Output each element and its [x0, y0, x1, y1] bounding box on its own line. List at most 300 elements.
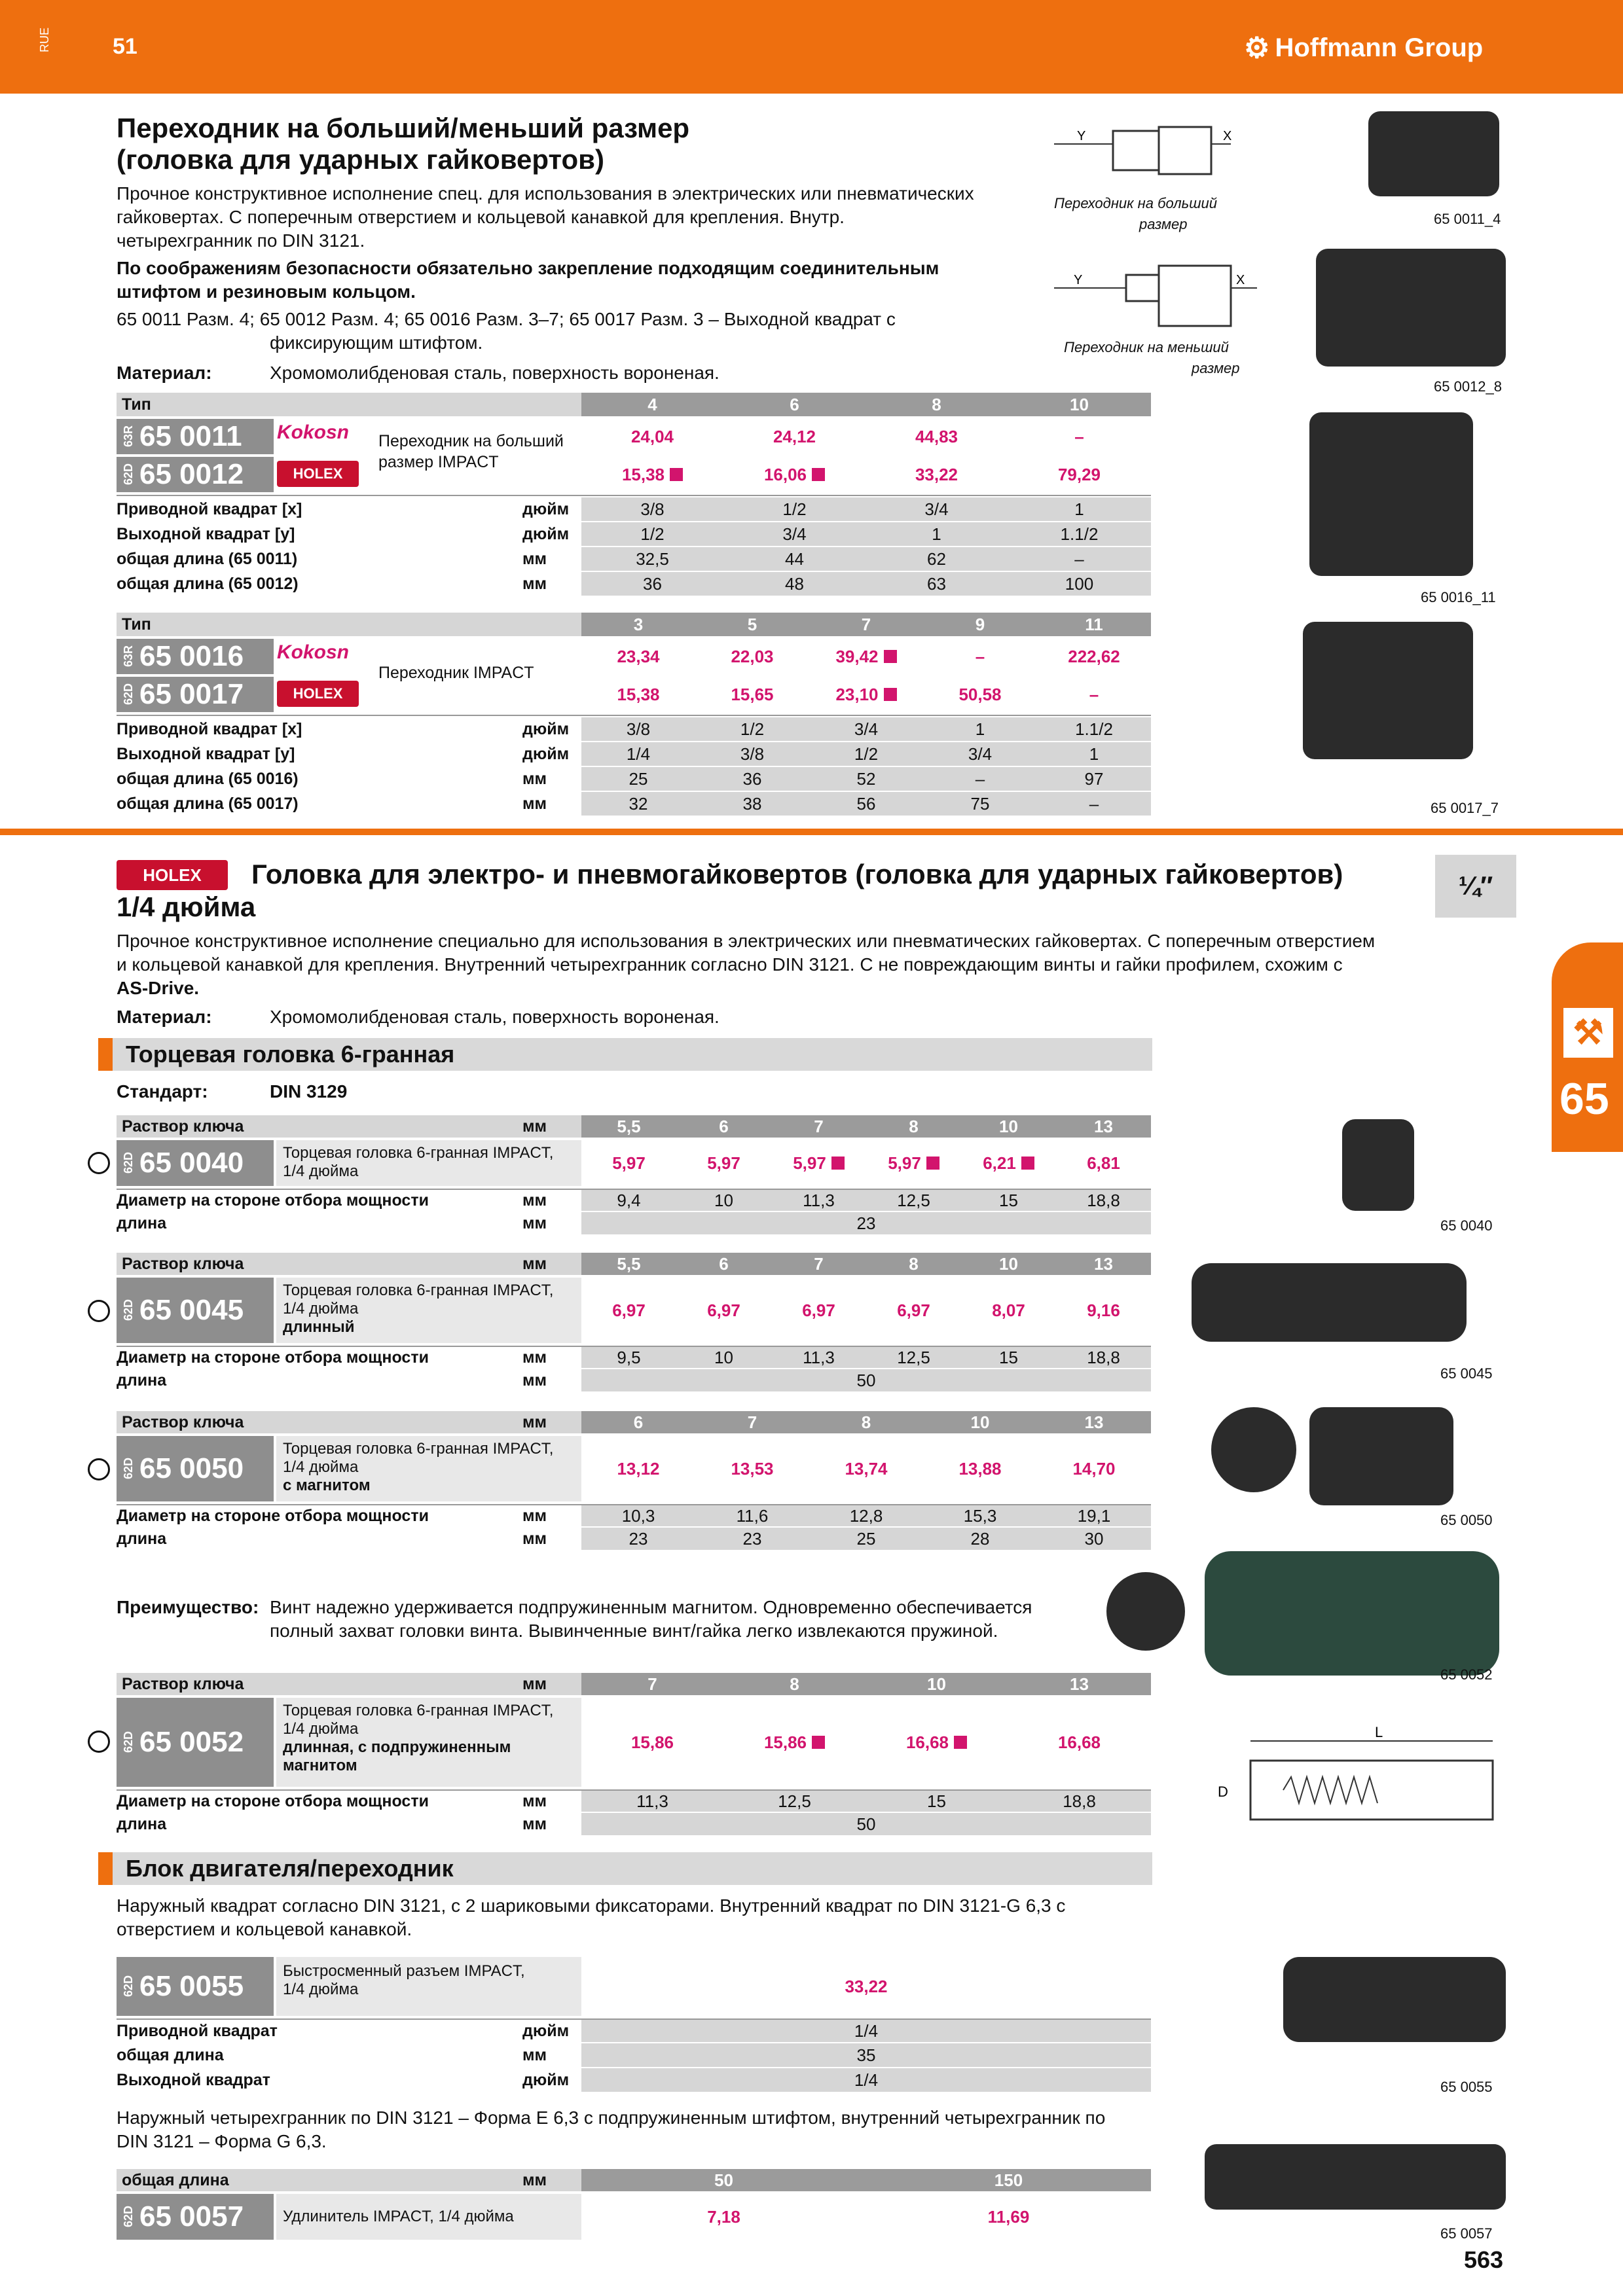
dimension-drawing-650052	[1211, 1721, 1512, 1839]
spec-unit: дюйм	[522, 744, 570, 763]
language-code: RUE	[38, 27, 51, 52]
product-desc: 1/4 дюйма	[283, 1720, 359, 1738]
subsection-title: Блок двигателя/переходник	[126, 1855, 454, 1882]
price: 6,97	[897, 1300, 930, 1320]
price: 11,69	[987, 2206, 1030, 2227]
product-code[interactable]: 65 0050	[139, 1452, 244, 1484]
spec-value: 3/8	[581, 717, 695, 741]
product-desc-box	[276, 1278, 581, 1343]
spec-unit: мм	[522, 1529, 547, 1548]
spec-value: 18,8	[1056, 1190, 1151, 1211]
img-caption-1: 65 0011_4	[1434, 211, 1501, 227]
spec-value: 35	[581, 2043, 1151, 2067]
spec-value: 3/8	[581, 497, 723, 521]
new-marker	[831, 1157, 845, 1170]
col-header: 8	[932, 394, 941, 414]
price: 23,10	[835, 684, 879, 704]
col-header: 13	[1037, 1411, 1151, 1433]
price: 8,07	[992, 1300, 1025, 1320]
product-desc: размер IMPACT	[378, 453, 499, 471]
spec-unit: дюйм	[522, 2070, 570, 2089]
spec-value: 10	[676, 1190, 771, 1211]
price: 13,12	[617, 1458, 660, 1479]
spec-unit: мм	[522, 1814, 547, 1833]
spec-label: Диаметр на стороне отбора мощности	[117, 1348, 429, 1367]
product-code[interactable]: 65 0017	[139, 678, 244, 710]
spec-row	[117, 1789, 1151, 1812]
product-image-650040	[1342, 1119, 1414, 1211]
spec-label: длина	[117, 1371, 167, 1390]
group-code: 62D	[122, 1152, 135, 1174]
product-image-650055	[1283, 1957, 1506, 2042]
brand-logo-kokosn: Kokosn	[277, 641, 350, 663]
img-caption-2: 65 0012_8	[1434, 378, 1502, 395]
table-header	[117, 393, 1151, 416]
group-code: 63R	[122, 645, 135, 668]
spec-value: 3/4	[809, 717, 923, 741]
product-desc: 1/4 дюйма	[283, 1300, 359, 1318]
col-header: 5,5	[581, 1115, 676, 1138]
new-marker	[884, 688, 897, 701]
section4-desc-2: DIN 3121 – Форма G 6,3.	[117, 2131, 327, 2151]
type-label: Тип	[117, 613, 581, 636]
product-desc: Переходник IMPACT	[378, 664, 534, 682]
spec-value: 23	[695, 1528, 809, 1550]
hoffmann-logo-icon: ⚙	[1244, 32, 1270, 64]
table-header	[117, 613, 1151, 636]
section4-desc-1: Наружный четырехгранник по DIN 3121 – Форма E 6,3 с подпружиненным штифтом, внутренний четырехгранник по	[117, 2108, 1106, 2128]
section2-title-1: Головка для электро- и пневмогайковертов (головка для ударных гайковертов)	[251, 859, 1343, 889]
dim-label-L: L	[1375, 1724, 1383, 1740]
group-code: 62D	[122, 1458, 135, 1480]
group-code: 62D	[122, 463, 135, 486]
spec-value: 18,8	[1056, 1347, 1151, 1368]
section1-desc-1: Прочное конструктивное исполнение спец. для использования в электрических или пневматических	[117, 183, 974, 204]
spec-label: Выходной квадрат	[117, 2070, 270, 2089]
col-header: 6	[676, 1253, 771, 1275]
product-code[interactable]: 65 0055	[139, 1970, 244, 2002]
product-desc-box	[276, 1436, 581, 1501]
spec-label: длина	[117, 1213, 167, 1232]
table-650052	[117, 1673, 1151, 1837]
spec-label: Приводной квадрат [x]	[117, 719, 302, 738]
svg-text:X: X	[1223, 129, 1232, 143]
spec-value: 15	[961, 1190, 1056, 1211]
spec-value: 11,3	[581, 1791, 723, 1812]
key-size-label: Раствор ключа	[117, 1253, 522, 1275]
orange-marker	[98, 1852, 113, 1885]
spec-value: 18,8	[1008, 1791, 1151, 1812]
col-header: 11	[1085, 614, 1103, 634]
product-code-box	[117, 457, 274, 492]
select-radio[interactable]	[88, 1458, 110, 1480]
spec-unit: мм	[522, 769, 547, 788]
subsection-socket-6	[98, 1038, 1152, 1071]
product-image-650050	[1309, 1407, 1453, 1505]
product-desc-box	[276, 1698, 581, 1787]
select-radio[interactable]	[88, 1300, 110, 1322]
subsection-title: Торцевая головка 6-гранная	[126, 1041, 455, 1067]
group-code: 62D	[122, 1299, 135, 1321]
advantage-text-1: Винт надежно удерживается подпружиненным магнитом. Одновременно обеспечивается	[270, 1597, 1032, 1617]
table-650040	[117, 1115, 1151, 1233]
price-row	[581, 1140, 1151, 1186]
brand-name: Hoffmann Group	[1275, 33, 1484, 62]
spec-unit: мм	[522, 794, 547, 813]
section-divider	[0, 829, 1623, 835]
spec-value: 36	[695, 767, 809, 791]
price-row	[581, 1278, 1151, 1343]
product-desc: Быстросменный разъем IMPACT,	[283, 1962, 525, 1980]
price: 6,97	[802, 1300, 835, 1320]
product-desc: Торцевая головка 6-гранная IMPACT,	[283, 1144, 554, 1162]
price: 13,53	[731, 1458, 774, 1479]
col-header: 6	[676, 1115, 771, 1138]
product-image-650016	[1309, 412, 1473, 576]
spec-label: длина	[117, 1814, 167, 1833]
product-image-650017	[1303, 622, 1473, 759]
product-code-box	[117, 1957, 274, 2016]
section2-desc-1: Прочное конструктивное исполнение специально для использования в электрических или пневматических гайковертах. С поперечным отверстием	[117, 931, 1376, 951]
table-adapters-2	[117, 613, 1151, 816]
spec-value: 1	[923, 717, 1037, 741]
spec-value: 23	[581, 1528, 695, 1550]
product-code-box	[117, 639, 274, 674]
product-image-650012	[1316, 249, 1506, 367]
product-desc: длинный	[283, 1318, 355, 1336]
spec-row	[117, 2068, 1151, 2092]
price-row	[581, 677, 1151, 712]
spec-row	[117, 1504, 1151, 1526]
spec-value: 10,3	[581, 1505, 695, 1526]
group-code: 62D	[122, 1975, 135, 1998]
spec-row	[117, 767, 1151, 791]
price: 7,18	[707, 2206, 740, 2227]
diagram-smaller-adapter	[1048, 262, 1264, 334]
col-header: 10	[961, 1115, 1056, 1138]
orange-marker	[98, 1038, 113, 1071]
price: 79,29	[1057, 464, 1101, 484]
chapter-number: 65	[1559, 1074, 1609, 1124]
select-radio[interactable]	[88, 1152, 110, 1174]
price: 44,83	[915, 426, 958, 446]
price: 13,74	[845, 1458, 888, 1479]
spec-label: общая длина	[117, 2045, 224, 2064]
price: 15,65	[731, 684, 774, 704]
chapter-tab[interactable]	[1552, 942, 1623, 1152]
section1-desc-2: гайковертах. С поперечным отверстием и кольцевой канавкой для крепления. Внутр.	[117, 207, 845, 227]
price: 33,22	[845, 1976, 888, 1996]
new-marker	[812, 1736, 825, 1749]
spec-row	[117, 1346, 1151, 1368]
section1-warning-2: штифтом и резиновым кольцом.	[117, 281, 416, 302]
new-marker	[926, 1157, 939, 1170]
spec-value: 10	[676, 1347, 771, 1368]
spec-unit: дюйм	[522, 499, 570, 518]
spec-row	[117, 2018, 1151, 2042]
spec-value: 32	[581, 792, 695, 816]
svg-text:X: X	[1236, 273, 1245, 287]
unit: мм	[522, 1411, 581, 1433]
section1-note-2: фиксирующим штифтом.	[270, 332, 483, 353]
price: 222,62	[1068, 646, 1120, 666]
spec-label: Диаметр на стороне отбора мощности	[117, 1191, 429, 1210]
spec-value: 28	[923, 1528, 1037, 1550]
spec-value: 3/4	[723, 522, 866, 546]
product-desc: длинная, с подпружиненным	[283, 1738, 511, 1756]
page-number: 563	[1464, 2246, 1504, 2273]
product-code[interactable]: 65 0011	[139, 420, 242, 452]
advantage-label: Преимущество:	[117, 1597, 259, 1617]
price: 5,97	[793, 1153, 826, 1173]
spec-value: 30	[1037, 1528, 1151, 1550]
col-header: 4	[647, 394, 657, 414]
img-caption: 65 0052	[1440, 1666, 1493, 1683]
product-code[interactable]: 65 0040	[139, 1147, 244, 1179]
product-desc: с магнитом	[283, 1477, 371, 1494]
spec-label: общая длина (65 0017)	[117, 794, 299, 813]
spec-value: 56	[809, 792, 923, 816]
spec-value: 1.1/2	[1008, 522, 1151, 546]
product-desc: 1/4 дюйма	[283, 1162, 359, 1180]
brand-logo-holex: HOLEX	[277, 461, 359, 487]
col-header: 9	[975, 614, 985, 634]
table-header	[117, 1673, 1151, 1695]
table-header	[117, 1411, 1151, 1433]
price: 6,97	[707, 1300, 740, 1320]
product-code-box	[117, 1140, 274, 1186]
col-header: 7	[581, 1673, 723, 1695]
spec-row	[117, 572, 1151, 596]
spec-value: 23	[581, 1212, 1151, 1234]
price-row	[581, 2194, 1151, 2240]
price: 16,68	[905, 1732, 949, 1752]
product-code[interactable]: 65 0012	[139, 458, 244, 490]
col-header: 6	[790, 394, 799, 414]
col-header: 5	[747, 614, 757, 634]
product-desc-box	[276, 1957, 581, 2016]
table-650055	[117, 1957, 1151, 2094]
price: 15,38	[621, 464, 665, 484]
spec-value: 100	[1008, 572, 1151, 596]
page-number-top: 51	[113, 34, 137, 59]
table-header	[117, 1115, 1151, 1138]
col-header: 7	[771, 1115, 866, 1138]
col-header: 6	[581, 1411, 695, 1433]
spec-row	[117, 1212, 1151, 1234]
spec-label: Выходной квадрат [y]	[117, 744, 295, 763]
spec-row	[117, 522, 1151, 546]
key-size-label: Раствор ключа	[117, 1673, 522, 1695]
spec-row	[117, 1813, 1151, 1835]
product-image-650050-top	[1211, 1407, 1296, 1492]
price: 5,97	[612, 1153, 646, 1173]
spec-rows	[117, 715, 1151, 814]
price-row	[581, 457, 1151, 492]
product-desc: 1/4 дюйма	[283, 1981, 359, 1998]
spec-row	[117, 742, 1151, 766]
unit: мм	[522, 2169, 581, 2191]
spec-value: 1/2	[695, 717, 809, 741]
spec-value: 1/2	[723, 497, 866, 521]
spec-value: 75	[923, 792, 1037, 816]
product-code[interactable]: 65 0052	[139, 1726, 244, 1758]
price: 5,97	[888, 1153, 921, 1173]
diagram-larger-adapter	[1048, 124, 1244, 190]
price: 33,22	[915, 464, 958, 484]
spec-row	[117, 497, 1151, 521]
group-code: 62D	[122, 1731, 135, 1753]
spec-value: 19,1	[1037, 1505, 1151, 1526]
dim-label-D: D	[1218, 1784, 1228, 1800]
product-code[interactable]: 65 0045	[139, 1294, 244, 1326]
spec-unit: дюйм	[522, 2021, 570, 2040]
subsection-motor-block	[98, 1852, 1152, 1885]
table-650045	[117, 1253, 1151, 1390]
new-marker	[954, 1736, 967, 1749]
spec-value: 1	[866, 522, 1008, 546]
spec-value: 50	[581, 1813, 1151, 1835]
unit: мм	[522, 1253, 581, 1275]
spec-value: 15	[866, 1791, 1008, 1812]
price: 6,81	[1087, 1153, 1120, 1173]
product-desc: Торцевая головка 6-гранная IMPACT,	[283, 1440, 554, 1458]
product-image-650057	[1205, 2144, 1506, 2210]
col-header: 8	[723, 1673, 866, 1695]
spec-value: 9,4	[581, 1190, 676, 1211]
brand-logo-holex: HOLEX	[277, 681, 359, 707]
price: 14,70	[1072, 1458, 1116, 1479]
price: 6,97	[612, 1300, 646, 1320]
table-header	[117, 1253, 1151, 1275]
spec-unit: дюйм	[522, 524, 570, 543]
spec-unit: мм	[522, 574, 547, 593]
price-row	[581, 419, 1151, 454]
spec-value: 1/4	[581, 2068, 1151, 2092]
spec-label: Диаметр на стороне отбора мощности	[117, 1506, 429, 1525]
spec-value: 1	[1008, 497, 1151, 521]
img-caption: 65 0055	[1440, 2079, 1493, 2095]
price: 23,34	[617, 646, 660, 666]
col-header: 10	[923, 1411, 1037, 1433]
img-caption: 65 0045	[1440, 1365, 1493, 1382]
spec-value: 48	[723, 572, 866, 596]
group-code: 62D	[122, 2206, 135, 2228]
price: 6,21	[983, 1153, 1016, 1173]
spec-value: 1/4	[581, 742, 695, 766]
spec-value: 1/4	[581, 2020, 1151, 2042]
select-radio[interactable]	[88, 1731, 110, 1753]
col-header: 50	[581, 2169, 866, 2191]
spec-row	[117, 792, 1151, 816]
spec-value: 12,5	[866, 1347, 961, 1368]
material-label: Материал:	[117, 1007, 212, 1027]
brand-logo-holex: HOLEX	[117, 860, 228, 890]
section2-title-2: 1/4 дюйма	[117, 891, 256, 922]
advantage-text-2: полный захват головки винта. Вывинченные винт/гайка легко извлекаются пружиной.	[270, 1621, 998, 1641]
spec-value: 11,3	[771, 1190, 866, 1211]
product-code[interactable]: 65 0057	[139, 2200, 244, 2233]
col-header: 7	[771, 1253, 866, 1275]
spec-value: –	[1037, 792, 1151, 816]
unit: мм	[522, 1673, 581, 1695]
price: 9,16	[1087, 1300, 1120, 1320]
spec-label: Приводной квадрат	[117, 2021, 278, 2040]
spec-value: 12,5	[866, 1190, 961, 1211]
spec-value: 1/2	[809, 742, 923, 766]
col-header: 13	[1056, 1253, 1151, 1275]
section3-desc-1: Наружный квадрат согласно DIN 3121, с 2 шариковыми фиксаторами. Внутренний квадрат по DIN 3121-G 6,3 с	[117, 1895, 1066, 1916]
spec-value: 9,5	[581, 1347, 676, 1368]
spec-label: длина	[117, 1529, 167, 1548]
spec-unit: мм	[522, 1506, 547, 1525]
spec-value: 1	[1037, 742, 1151, 766]
section3-desc-2: отверстием и кольцевой канавкой.	[117, 1919, 412, 1939]
spec-unit: мм	[522, 1791, 547, 1810]
spec-row	[117, 717, 1151, 741]
spec-row	[117, 1528, 1151, 1550]
spec-label: общая длина (65 0016)	[117, 769, 299, 788]
img-caption-4: 65 0017_7	[1431, 800, 1499, 816]
img-caption: 65 0050	[1440, 1512, 1493, 1528]
product-desc: 1/4 дюйма	[283, 1458, 359, 1476]
standard-value: DIN 3129	[270, 1081, 348, 1102]
spec-value: 3/4	[866, 497, 1008, 521]
spec-unit: дюйм	[522, 719, 570, 738]
table-adapters-1	[117, 393, 1151, 596]
price: 5,97	[707, 1153, 740, 1173]
price: 15,86	[763, 1732, 807, 1752]
img-caption: 65 0057	[1440, 2225, 1493, 2242]
new-marker	[812, 468, 825, 481]
spec-value: 3/8	[695, 742, 809, 766]
price: 16,68	[1057, 1732, 1101, 1752]
spec-unit: мм	[522, 1348, 547, 1367]
spec-label: общая длина (65 0011)	[117, 549, 298, 568]
price: 15,38	[617, 684, 660, 704]
spec-row	[117, 547, 1151, 571]
standard-label: Стандарт:	[117, 1081, 208, 1102]
material-value: Хромомолибденовая сталь, поверхность вороненая.	[270, 1007, 720, 1027]
col-header: 8	[866, 1253, 961, 1275]
col-header: 10	[961, 1253, 1056, 1275]
price: –	[1089, 684, 1099, 704]
col-header: 10	[1070, 394, 1089, 414]
diagram1-caption-1: Переходник на больший	[1054, 195, 1217, 211]
spec-row	[117, 1369, 1151, 1391]
spec-rows	[117, 495, 1151, 594]
col-header: 3	[633, 614, 644, 634]
spec-value: 3/4	[923, 742, 1037, 766]
spec-value: 11,3	[771, 1347, 866, 1368]
product-code-box	[117, 419, 274, 454]
product-code-box	[117, 1698, 274, 1787]
price: 15,86	[630, 1732, 674, 1752]
spec-value: 32,5	[581, 547, 723, 571]
product-code[interactable]: 65 0016	[139, 640, 244, 672]
length-label: общая длина	[117, 2169, 522, 2191]
section1-title-2: (головка для ударных гайковертов)	[117, 144, 604, 175]
spec-row	[117, 2043, 1151, 2067]
col-header: 13	[1056, 1115, 1151, 1138]
table-650050	[117, 1411, 1151, 1552]
spec-value: 12,5	[723, 1791, 866, 1812]
product-desc: Торцевая головка 6-гранная IMPACT,	[283, 1282, 554, 1299]
spec-value: 63	[866, 572, 1008, 596]
hoffmann-logo	[1244, 31, 1483, 65]
product-image-650052	[1205, 1551, 1499, 1676]
col-header: 5,5	[581, 1253, 676, 1275]
